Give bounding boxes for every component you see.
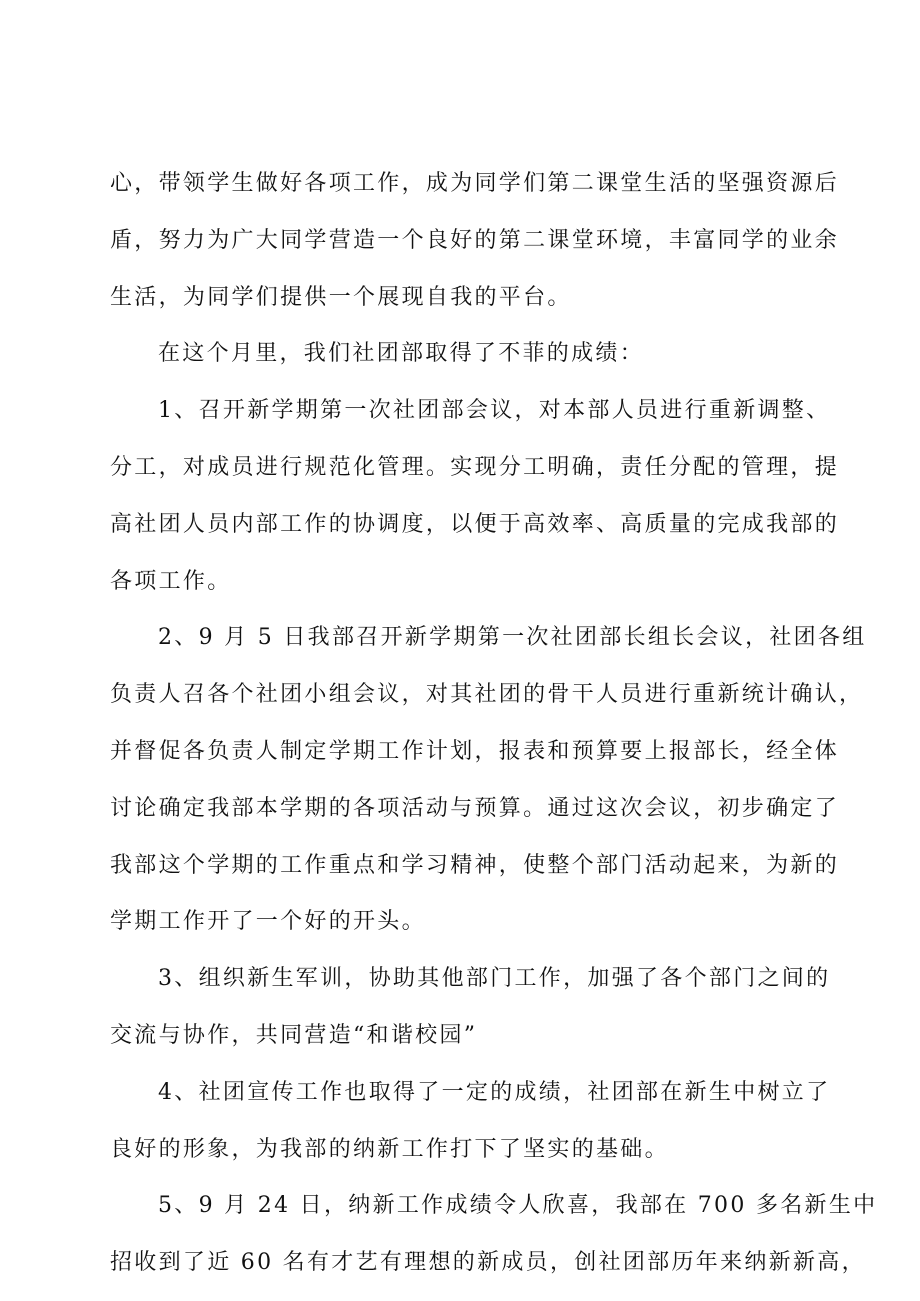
text-line: 分工，对成员进行规范化管理。实现分工明确，责任分配的管理，提 — [110, 454, 840, 480]
document-body — [110, 162, 878, 1298]
text-line: 并督促各负责人制定学期工作计划，报表和预算要上报部长，经全体 — [110, 738, 840, 764]
text-line: 5、9 月 24 日，纳新工作成绩令人欣喜，我部在 700 多名新生中 — [158, 1193, 878, 1219]
text-line: 2、9 月 5 日我部召开新学期第一次社团部长组长会议，社团各组 — [158, 625, 867, 651]
text-line: 4、社团宣传工作也取得了一定的成绩，社团部在新生中树立了 — [158, 1079, 831, 1105]
text-line: 良好的形象，为我部的纳新工作打下了坚实的基础。 — [110, 1136, 669, 1162]
text-line: 讨论确定我部本学期的各项活动与预算。通过这次会议，初步确定了 — [110, 795, 840, 821]
text-line: 学期工作开了一个好的开头。 — [110, 909, 426, 935]
text-line: 3、组织新生军训，协助其他部门工作，加强了各个部门之间的 — [158, 966, 831, 992]
text-line: 心，带领学生做好各项工作，成为同学们第二课堂生活的坚强资源后 — [110, 171, 840, 196]
text-line: 招收到了近 60 名有才艺有理想的新成员，创社团部历年来纳新新高， — [110, 1250, 866, 1276]
text-line: 生活，为同学们提供一个展现自我的平台。 — [110, 284, 572, 310]
text-line: 各项工作。 — [110, 568, 232, 594]
text-line: 1、召开新学期第一次社团部会议，对本部人员进行重新调整、 — [158, 398, 831, 424]
text-line: 交流与协作，共同营造“和谐校园” — [110, 1022, 478, 1048]
text-line: 在这个月里，我们社团部取得了不菲的成绩： — [158, 341, 645, 367]
text-line: 盾，努力为广大同学营造一个良好的第二课堂环境，丰富同学的业余 — [110, 227, 840, 253]
text-line: 高社团人员内部工作的协调度，以便于高效率、高质量的完成我部的 — [110, 511, 840, 537]
text-line: 负责人召各个社团小组会议，对其社团的骨干人员进行重新统计确认， — [110, 682, 864, 708]
text-line: 我部这个学期的工作重点和学习精神，使整个部门活动起来，为新的 — [110, 852, 840, 878]
